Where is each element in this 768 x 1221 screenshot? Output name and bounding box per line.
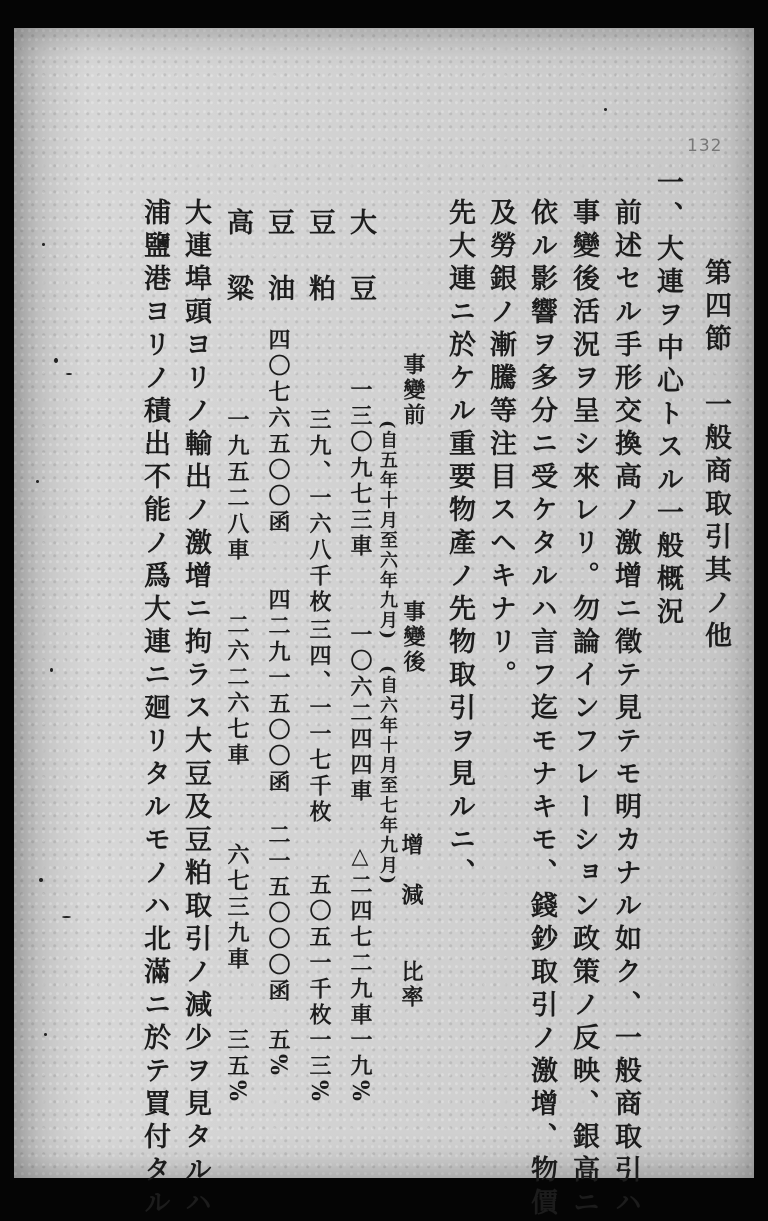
row-ratio: 一三% <box>306 1028 332 1105</box>
row-after: 一〇六二四四車 <box>347 623 373 805</box>
row-before: 一九五二八車 <box>224 408 250 564</box>
header-before-period: (自五年十月至六年九月) <box>377 420 398 642</box>
closing-line-2: 浦鹽港ヨリノ積出不能ノ爲大連ニ廻リタルモノハ北滿ニ於テ買付タル <box>139 198 170 1221</box>
body-line-2: 事變後活況ヲ呈シ來レリ。勿論インフレーション政策ノ反映、銀高ニ <box>568 198 599 1221</box>
row-change: 六七三九車 <box>224 843 250 973</box>
row-item: 豆 粕 <box>304 208 335 307</box>
header-ratio: 比率 <box>398 960 424 1010</box>
closing-line-1: 大連埠頭ヨリノ輸出ノ激增ニ拘ラス大豆及豆粕取引ノ減少ヲ見タルハ <box>180 198 211 1221</box>
row-after: 四二九一五〇〇函 <box>265 588 291 796</box>
body-line-3: 依ル影響ヲ多分ニ受ケタルハ言フ迄モナキモ、錢鈔取引ノ激增、物價 <box>526 198 557 1221</box>
header-after: 事變後 <box>400 600 426 675</box>
row-change: 五〇五一千枚 <box>306 873 332 1029</box>
row-after: 三四、一一七千枚 <box>306 618 332 826</box>
section-heading: 第四節 一般商取引其ノ他 <box>700 258 731 654</box>
row-before: 四〇七六五〇〇函 <box>265 328 291 536</box>
body-line-4: 及勞銀ノ漸騰等注目スヘキナリ。 <box>485 198 516 693</box>
row-ratio: 一九% <box>347 1028 373 1105</box>
body-line-1: 前述セル手形交換高ノ激增ニ徵テ見テモ明カナル如ク、一般商取引ハ <box>610 198 641 1221</box>
row-before: 三九、一六八千枚 <box>306 408 332 616</box>
row-ratio: 三五% <box>224 1028 250 1105</box>
page-number: 132 <box>687 136 723 156</box>
row-change: 二一五〇〇〇函 <box>265 823 291 1005</box>
row-before: 一三〇九七三車 <box>347 378 373 560</box>
header-change: 增 減 <box>398 833 424 908</box>
row-change: △二四七二九車 <box>347 843 373 1029</box>
body-line-5: 先大連ニ於ケル重要物產ノ先物取引ヲ見ルニ、 <box>444 198 475 891</box>
row-item: 大 豆 <box>345 208 376 307</box>
header-after-period: (自六年十月至七年九月) <box>377 665 398 887</box>
subheading: 一、大連ヲ中心トスル一般概況 <box>652 168 683 630</box>
header-before: 事變前 <box>400 353 426 428</box>
book-page <box>14 28 754 1221</box>
row-after: 二六二六七車 <box>224 613 250 769</box>
row-item: 豆 油 <box>263 208 294 307</box>
row-item: 高 粱 <box>222 208 253 307</box>
row-ratio: 五% <box>265 1028 291 1079</box>
